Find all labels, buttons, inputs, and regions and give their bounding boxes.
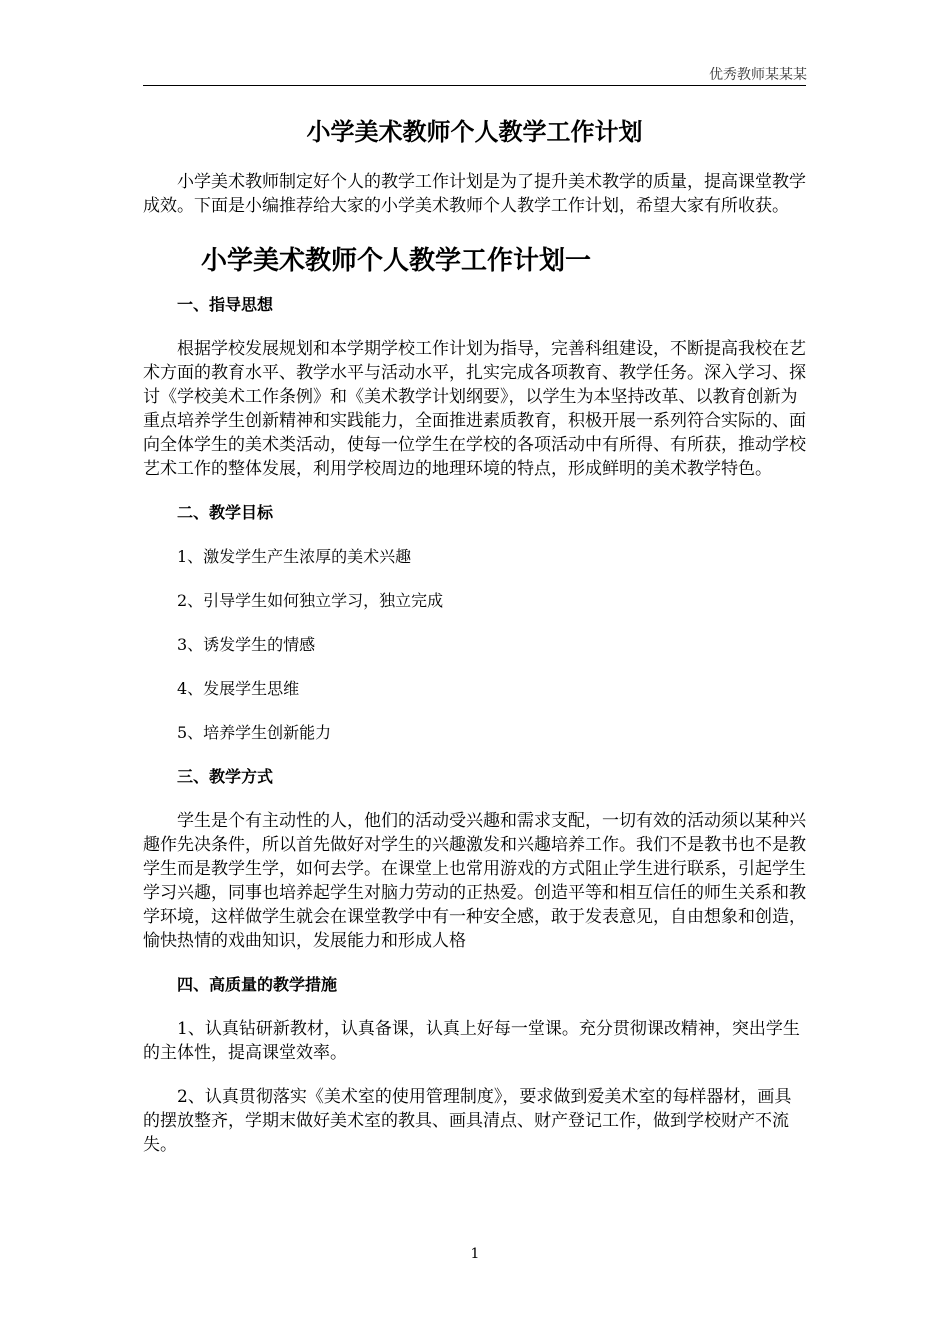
goal-item: 2、引导学生如何独立学习，独立完成	[177, 591, 444, 610]
goal-item: 3、诱发学生的情感	[177, 635, 316, 654]
heading-teaching-method: 三、教学方式	[177, 767, 274, 786]
heading-guiding-thought: 一、指导思想	[177, 295, 274, 314]
goal-item: 4、发展学生思维	[177, 679, 300, 698]
paragraph-guiding-thought: 根据学校发展规划和本学期学校工作计划为指导，完善科组建设，不断提高我校在艺术方面的教育水平、教学水平与活动水平，扎实完成各项教育、教学任务。深入学习、探讨《学校美术工作条例》和《美术教学计划纲要》，以学生为本坚持改革、以教育创新为重点培养学生创新精神和实践能力，全面推进素质教育，积极开展一系列符合实际的、面向全体学生的美术类活动，使每一位学生在学校的各项活动中有所得、有所获，推动学校艺术工作的整体发展，利用学校周边的地理环境的特点，形成鲜明的美术教学特色。	[143, 339, 806, 479]
paragraph-measure-1: 1、认真钻研新教材，认真备课，认真上好每一堂课。充分贯彻课改精神，突出学生的主体性，提高课堂效率。	[143, 1019, 800, 1063]
section-subtitle: 小学美术教师个人教学工作计划一	[201, 246, 592, 276]
paragraph-measure-2: 2、认真贯彻落实《美术室的使用管理制度》，要求做到爱美术室的每样器材，画具的摆放整齐，学期末做好美术室的教具、画具清点、财产登记工作，做到学校财产不流失。	[143, 1087, 792, 1155]
document-title: 小学美术教师个人教学工作计划	[306, 117, 643, 146]
goal-item: 1、激发学生产生浓厚的美术兴趣	[177, 547, 412, 566]
goal-item: 5、培养学生创新能力	[177, 723, 332, 742]
paragraph-teaching-method: 学生是个有主动性的人，他们的活动受兴趣和需求支配，一切有效的活动须以某种兴趣作先决条件，所以首先做好对学生的兴趣激发和兴趣培养工作。我们不是教书也不是教学生而是教学生学，如何去学。在课堂上也常用游戏的方式阻止学生进行联系，引起学生学习兴趣，同事也培养起学生对脑力劳动的正热爱。创造平等和相互信任的师生关系和教学环境，这样做学生就会在课堂教学中有一种安全感，敢于发表意见，自由想象和创造，愉快热情的戏曲知识，发展能力和形成人格	[143, 811, 806, 951]
page-header-author: 优秀教师某某某	[709, 67, 807, 83]
header-divider	[143, 85, 806, 86]
intro-paragraph: 小学美术教师制定好个人的教学工作计划是为了提升美术教学的质量，提高课堂教学成效。下面是小编推荐给大家的小学美术教师个人教学工作计划，希望大家有所收获。	[143, 172, 806, 216]
document-body	[143, 114, 806, 1157]
page-number: 1	[470, 1246, 480, 1262]
heading-teaching-goals: 二、教学目标	[177, 503, 274, 522]
heading-teaching-measures: 四、高质量的教学措施	[177, 975, 338, 994]
